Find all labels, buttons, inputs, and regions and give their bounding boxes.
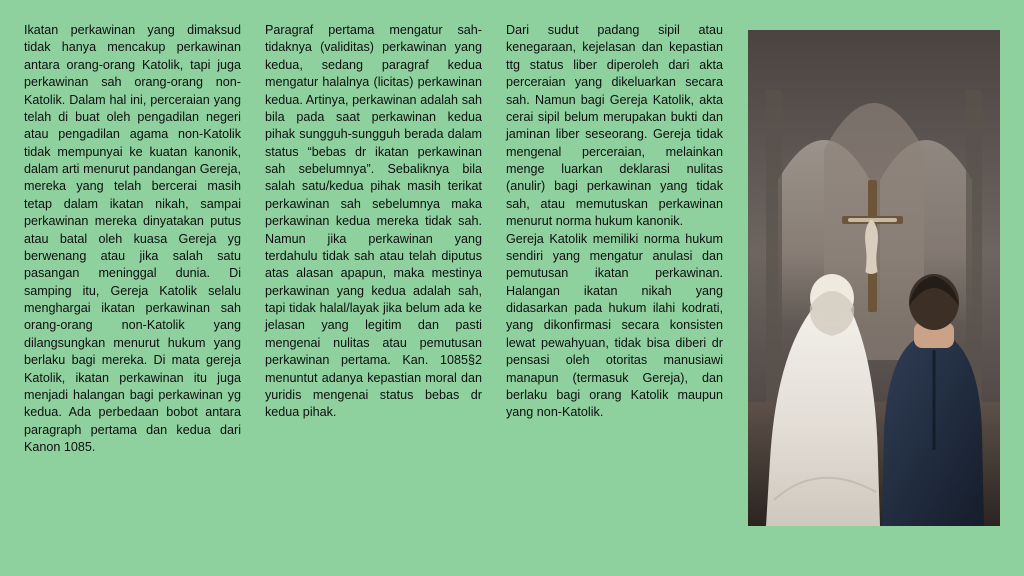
paragraph: Ikatan perkawinan yang dimaksud tidak hanya mencakup perkawinan antara orang-orang Katolik, tapi juga perkawinan sah orang-orang non-Katolik. Dalam hal ini, perceraian yang telah di buat oleh pengadilan negeri atau pengadilan agama non-Katolik tidak mempunyai ke kuatan kanonik, dalam arti menurut pandangan Gereja, mereka yang telah bercerai masih tetap dalam ikatan nikah, sampai perkawinan mereka dinyatakan putus atau batal oleh kuasa Gereja yg berwenang atau jika salah satu pasangan meninggal dunia. Di samping itu, Gereja Katolik selalu menghargai ikatan perkawinan sah orang-orang non-Katolik yang dilangsungkan menurut hukum yang berlaku bagi mereka. Di mata gereja Katolik, ikatan perkawinan itu juga menjadi halangan bagi perkawinan yg kedua. Ada perbedaan bobot antara paragraph pertama dan kedua dari Kanon 1085. — [24, 23, 241, 454]
paragraph: Dari sudut padang sipil atau kenegaraan, kejelasan dan kepastian ttg status liber diperoleh dari akta perceraian yang dikeluarkan secara sah. Namun bagi Gereja Katolik, akta cerai sipil belum merupakan bukti dan jaminan liber seseorang. Gereja tidak mengenal perceraian, melainkan menge luarkan deklarasi nulitas (anulir) bagi perkawinan yang tidak sah, atau memutuskan perkawinan menurut norma hukum kanonik. — [506, 23, 723, 229]
paragraph: Paragraf pertama mengatur sah-tidaknya (validitas) perkawinan yang kedua, sedang paragraf kedua mengatur halalnya (licitas) perkawinan kedua. Artinya, perkawinan adalah sah bila pada saat perkawinan kedua pihak sungguh-sungguh berada dalam status “bebas dr ikatan perkawinan sah sebelumnya”. Sebaliknya bila salah satu/kedua pihak masih terikat perkawinan sah sebelumnya maka perkawinan kedua mereka tidak sah. Namun jika perkawinan yang terdahulu tidak sah atau telah diputus atas alasan apapun, maka mestinya perkawinan yang kedua adalah sah, tapi tidak halal/layak jika belum ada ke jelasan yang legitim dan pasti mengenai nulitas atau pemutusan perkawinan pertama. Kan. 1085§2 menuntut adanya kepastian moral dan yuridis mengenai status bebas dr kedua pihak. — [265, 23, 482, 420]
text-column-3 — [506, 22, 723, 532]
text-column-1 — [24, 22, 241, 532]
text-column-2 — [265, 22, 482, 532]
text-columns — [24, 22, 724, 532]
paragraph: Gereja Katolik memiliki norma hukum sendiri yang mengatur anulasi dan pemutusan ikatan perkawinan. Halangan ikatan nikah yang didasarkan pada hukum ilahi kodrati, yang dikonfirmasi secara konsisten lewat pewahyuan, tidak bisa diberi dr pensasi oleh otoritas manusiawi manapun (termasuk Gereja), dan berlaku bagi orang Katolik maupun yang non-Katolik. — [506, 231, 723, 420]
wedding-couple-in-church-photo — [748, 30, 1000, 526]
church-scene-illustration — [748, 30, 1000, 526]
